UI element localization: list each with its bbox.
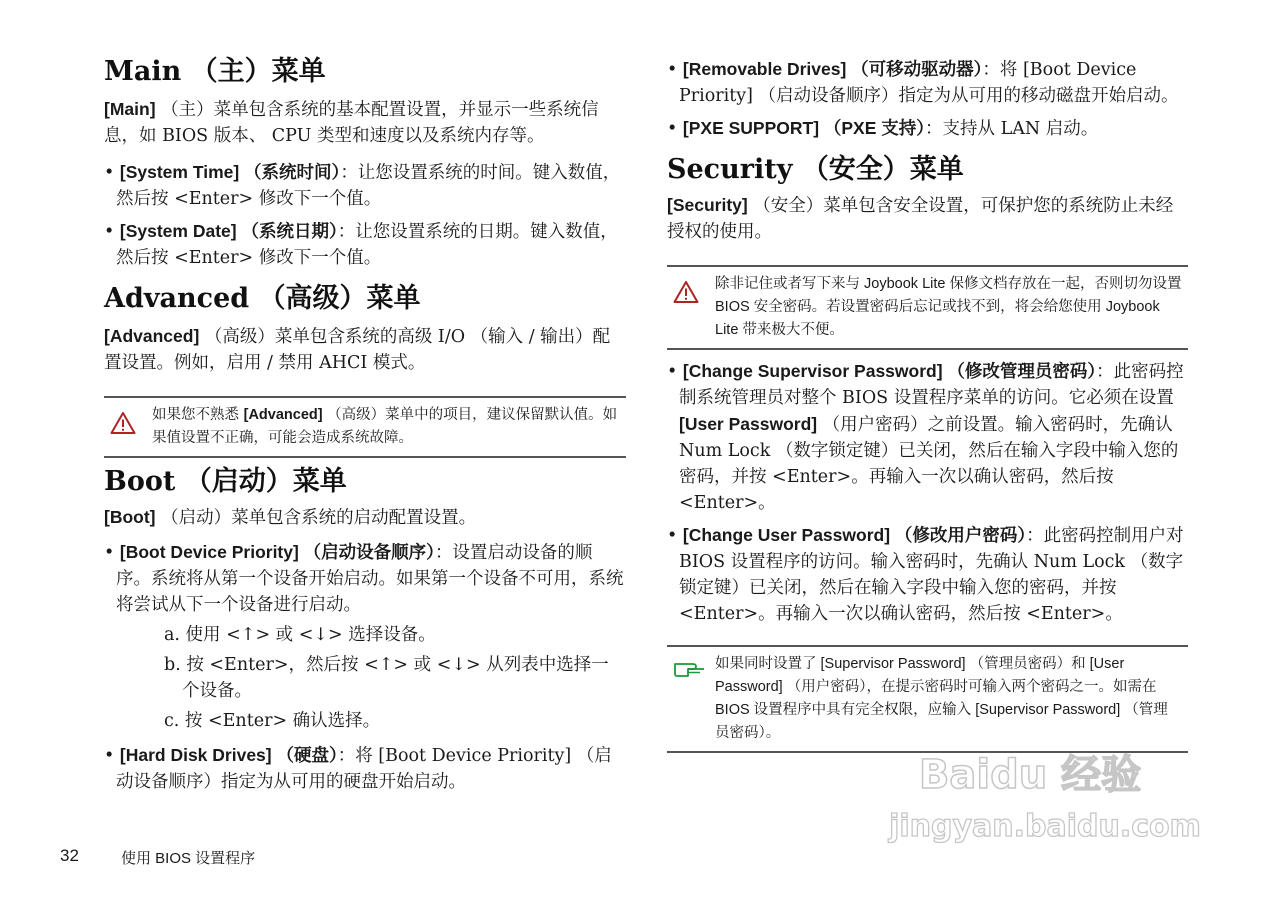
page-number: 32 [60, 846, 79, 865]
advanced-menu-intro: [Advanced] （高级）菜单包含系统的高级 I/O （输入 / 输出）配置设置。例如，启用 / 禁用 AHCI 模式。 [104, 326, 611, 373]
boot-step-a: a. 使用 <↑> 或 <↓> 选择设备。 [164, 625, 436, 645]
watermark-brand: Baidu 经验 [918, 752, 1142, 798]
change-user-password-item: • [Change User Password] （修改用户密码）：此密码控制用户对 BIOS 设置程序的访问。输入密码时，先确认 Num Lock （数字锁定键）已关闭，然后在输入字段中输入您的密码，并按 <Enter>。再输入一次以确认密码，然后按 <Enter>。 [667, 525, 1184, 624]
footer-section-title: 使用 BIOS 设置程序 [121, 850, 256, 867]
change-supervisor-password-item: • [Change Supervisor Password] （修改管理员密码）：此密码控制系统管理员对整个 BIOS 设置程序菜单的访问。它必须在设置 [User Password] （用户密码）之前设置。输入密码时，先确认 Num Lock （数字锁定键）已关闭，然后在输入字段中输入您的密码，并按 <Enter>。再输入一次以确认密码，然后按 <Enter>。 [667, 361, 1184, 513]
main-menu-heading: Main （主）菜单 [104, 56, 326, 87]
system-time-item: • [System Time] （系统时间）：让您设置系统的时间。键入数值，然后按 <Enter> 修改下一个值。 [104, 162, 621, 209]
security-menu-intro: [Security] （安全）菜单包含安全设置，可保护您的系统防止未经授权的使用。 [667, 195, 1174, 242]
boot-menu-heading: Boot （启动）菜单 [104, 466, 347, 497]
left-column [104, 52, 626, 795]
removable-drives-item: • [Removable Drives] （可移动驱动器）：将 [Boot Device Priority] （启动设备顺序）指定为从可用的移动磁盘开始启动。 [667, 59, 1179, 106]
right-column [667, 56, 1188, 753]
boot-step-c: c. 按 <Enter> 确认选择。 [164, 711, 381, 731]
system-date-item: • [System Date] （系统日期）：让您设置系统的日期。键入数值，然后按 <Enter> 修改下一个值。 [104, 221, 618, 268]
watermark-url: jingyan.baidu.com [889, 809, 1201, 844]
boot-menu-intro: [Boot] （启动）菜单包含系统的启动配置设置。 [104, 507, 477, 528]
main-menu-intro: [Main] （主）菜单包含系统的基本配置设置，并显示一些系统信息，如 BIOS 版本、 CPU 类型和速度以及系统内存等。 [104, 99, 599, 146]
pointing-hand-icon [673, 657, 707, 687]
security-warning-note: 除非记住或者写下来与 Joybook Lite 保修文档存放在一起，否则切勿设置 BIOS 安全密码。若设置密码后忘记或找不到，将会给您使用 Joybook Lite 带来极大不便。 [667, 265, 1188, 350]
warning-triangle-icon [673, 280, 699, 312]
pxe-support-item: • [PXE SUPPORT] （PXE 支持）：支持从 LAN 启动。 [667, 118, 1099, 139]
advanced-menu-heading: Advanced （高级）菜单 [104, 283, 421, 314]
password-tip-note: 如果同时设置了 [Supervisor Password] （管理员密码）和 [User Password] （用户密码），在提示密码时可输入两个密码之一。如需在 BIOS 设置程序中具有完全权限，应输入 [Supervisor Password] （管理员密码）。 [667, 645, 1188, 753]
advanced-warning-note: 如果您不熟悉 [Advanced] （高级）菜单中的项目，建议保留默认值。如果值设置不正确，可能会造成系统故障。 [104, 396, 626, 458]
security-menu-heading: Security （安全）菜单 [667, 154, 964, 185]
warning-triangle-icon [110, 411, 136, 443]
boot-device-priority-item: • [Boot Device Priority] （启动设备顺序）：设置启动设备的顺序。系统将从第一个设备开始启动。如果第一个设备不可用，系统将尝试从下一个设备进行启动。 [104, 542, 624, 615]
boot-step-b: b. 按 <Enter>，然后按 <↑> 或 <↓> 从列表中选择一个设备。 [164, 655, 609, 701]
hard-disk-drives-item: • [Hard Disk Drives] （硬盘）：将 [Boot Device Priority] （启动设备顺序）指定为从可用的硬盘开始启动。 [104, 745, 612, 792]
baidu-watermark [880, 740, 1210, 850]
